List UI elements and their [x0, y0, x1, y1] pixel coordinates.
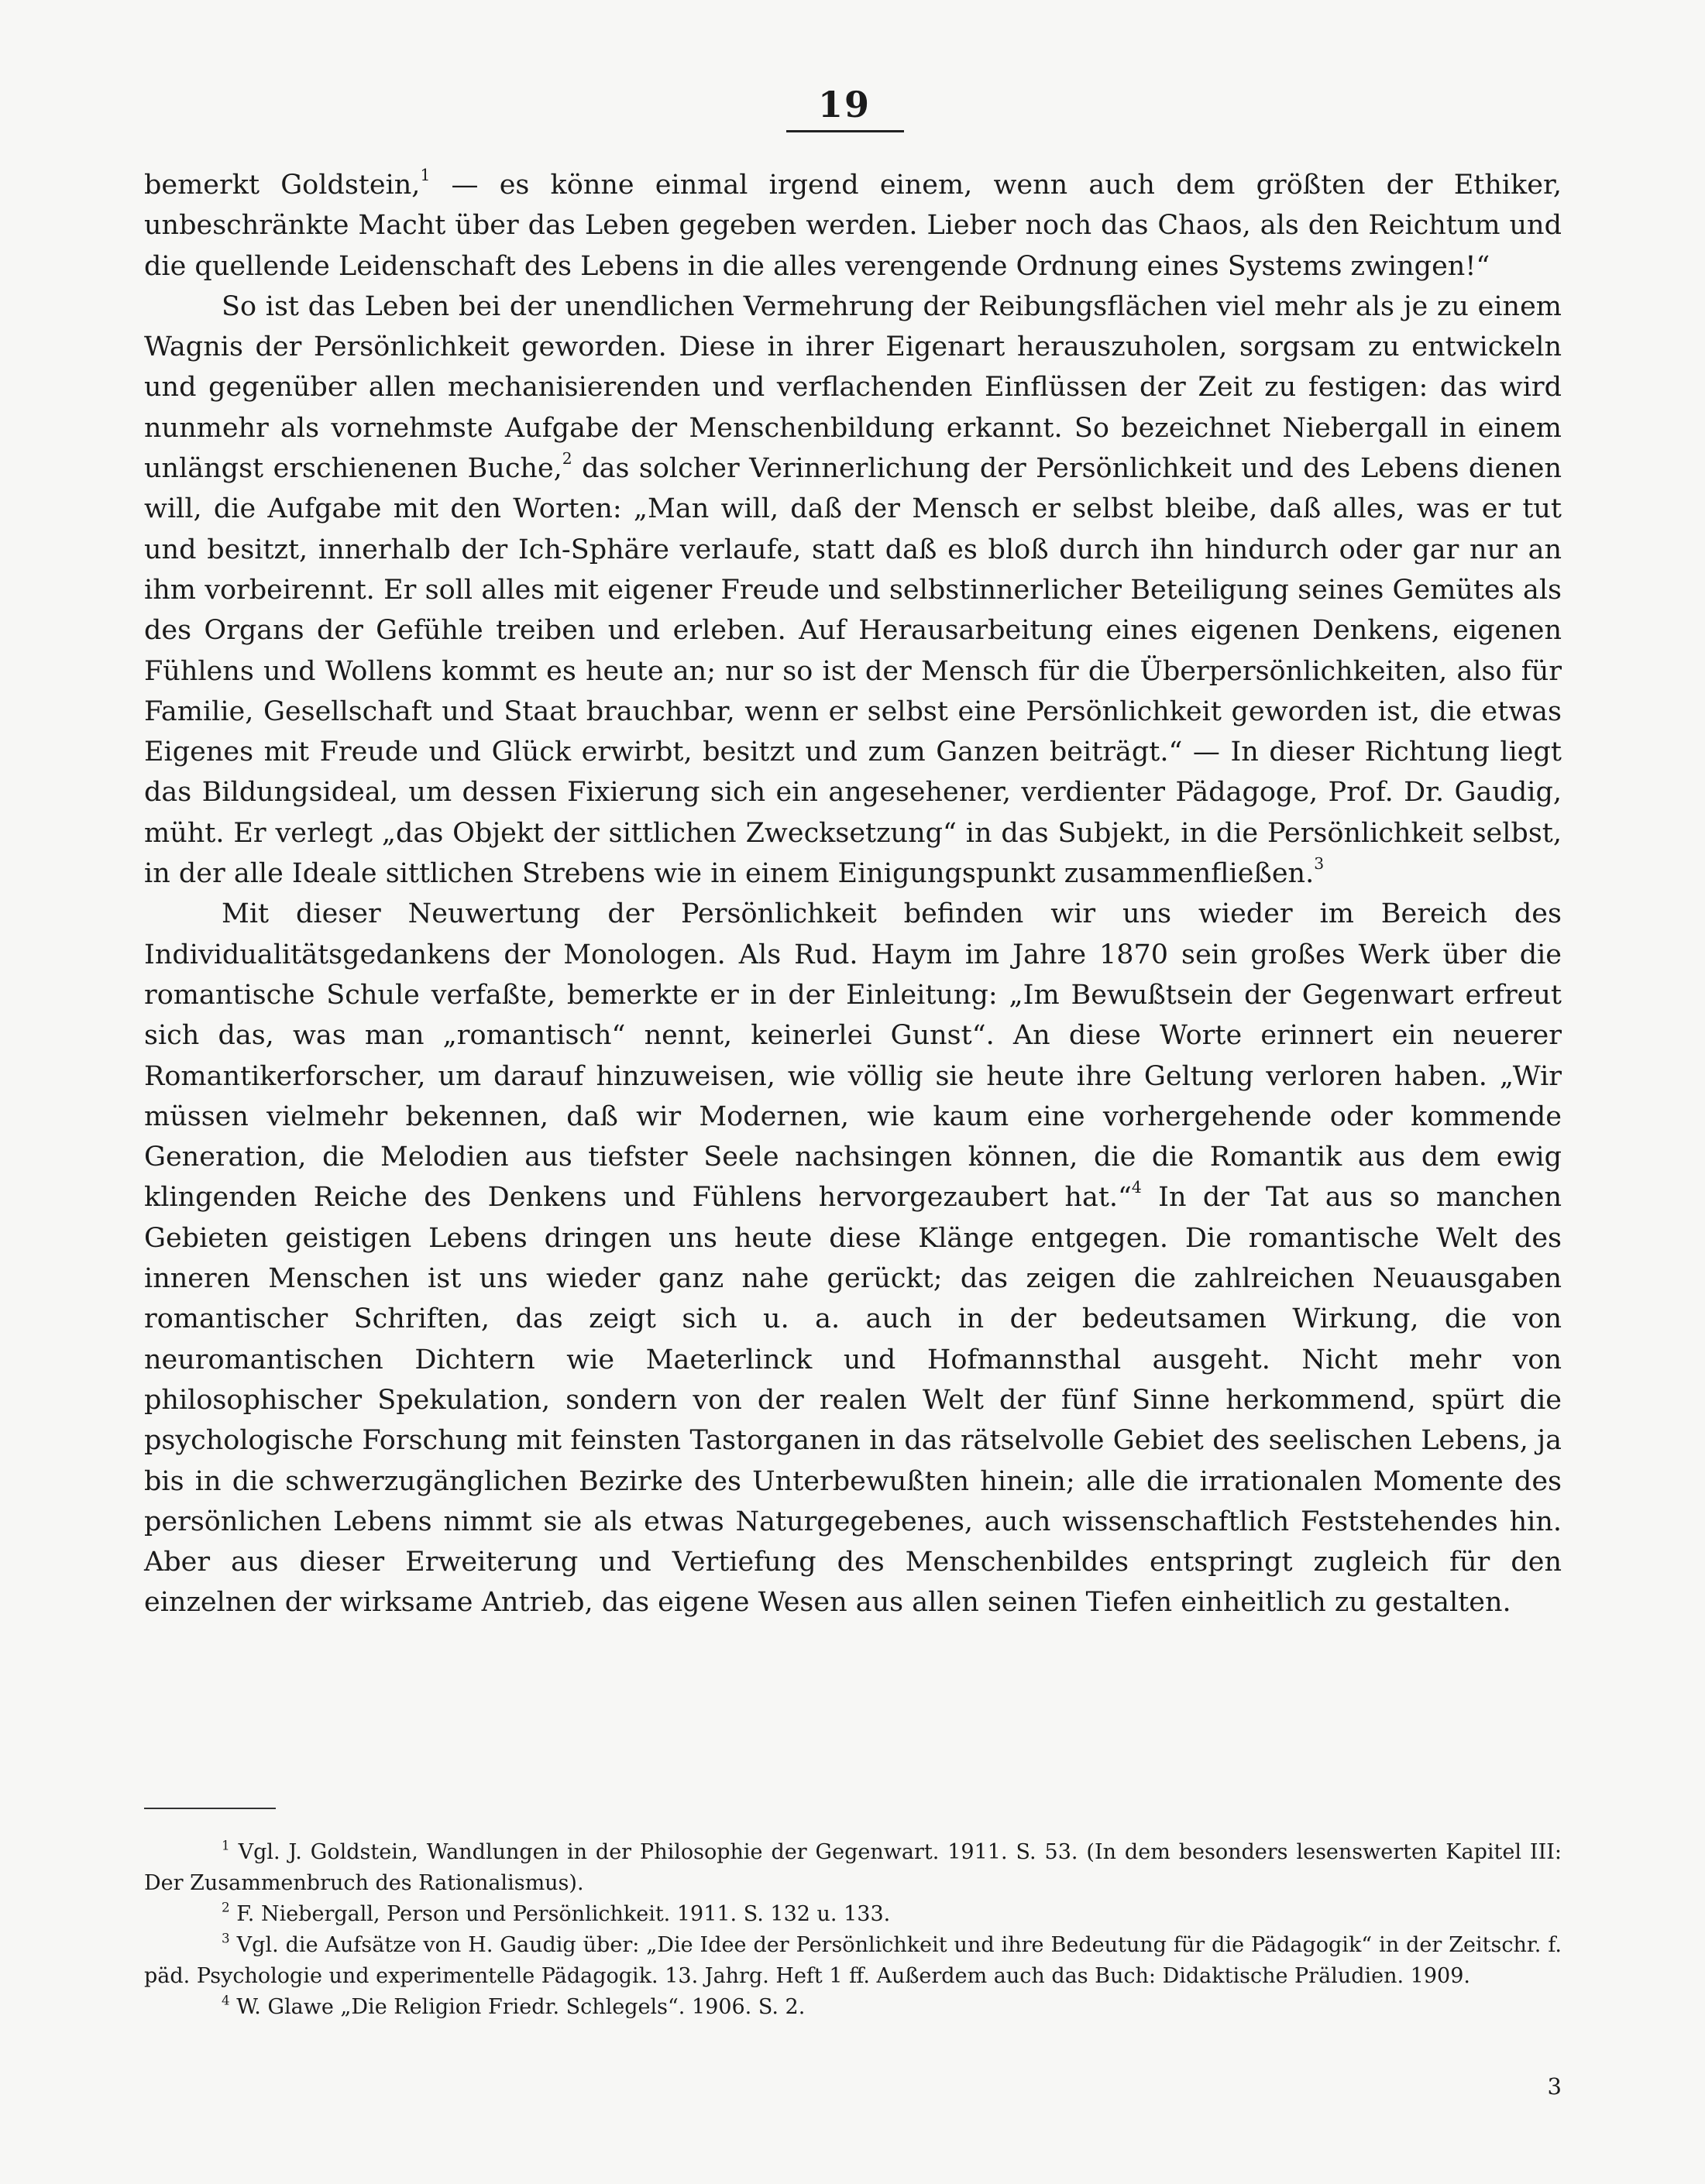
- body-text: [144, 165, 1562, 1623]
- footnote-ref-3: 3: [1314, 853, 1325, 873]
- page-number-bottom: 3: [1547, 2073, 1562, 2100]
- paragraph-2: So ist das Leben bei der unendlichen Vermehrung der Reibungsflächen viel mehr als je zu einem Wagnis der Persönlichkeit geworden. Diese in ihrer Eigenart herauszuholen, sorgsam zu entwickeln und gegenüber allen mechanisierenden und verflachenden Einflüssen der Zeit zu festigen: das wird nunmehr als vornehmste Aufgabe der Menschenbildung erkannt. So bezeichnet Niebergall in einem unlängst erschienenen Buche,$^2$ das solcher Verinnerlichung der Persönlichkeit und des Lebens dienen will, die Aufgabe mit den Worten: „Man will, daß der Mensch er selbst bleibe, daß alles, was er tut und besitzt, innerhalb der Ich-Sphäre verlaufe, statt daß es bloß durch ihn hindurch oder gar nur an ihm vorbeirennt. Er soll alles mit eigener Freude und selbstinnerlicher Beteiligung seines Gemütes als des Organs der Gefühle treiben und erleben. Auf Herausarbeitung eines eigenen Denkens, eigenen Fühlens und Wollens kommt es heute an; nur so ist der Mensch für die Überpersönlichkeiten, also für Familie, Gesellschaft und Staat brauchbar, wenn er selbst eine Persönlichkeit geworden ist, die etwas Eigenes mit Freude und Glück erwirbt, besitzt und zum Ganzen beiträgt.“ — In dieser Richtung liegt das Bildungsideal, um dessen Fixierung sich ein angesehener, verdienter Pädagoge, Prof. Dr. Gaudig, müht. Er verlegt „das Objekt der sittlichen Zwecksetzung“ in das Subjekt, in die Persönlichkeit selbst, in der alle Ideale sittlichen Strebens wie in einem Einigungspunkt zusammenfließen.$^3$: [144, 290, 1562, 890]
- footnote-1: $^1$ Vgl. J. Goldstein, Wandlungen in der Philosophie der Gegenwart. 1911. S. 53. (In dem besonders lesenswerten Kapitel III: Der Zusammenbruch des Rationalismus).: [144, 1837, 1562, 1895]
- paragraph-3: Mit dieser Neuwertung der Persönlichkeit befinden wir uns wieder im Bereich des Individualitätsgedankens der Monologen. Als Rud. Haym im Jahre 1870 sein großes Werk über die romantische Schule verfaßte, bemerkte er in der Einleitung: „Im Bewußtsein der Gegenwart erfreut sich das, was man „romantisch“ nennt, keinerlei Gunst“. An diese Worte erinnert ein neuerer Romantikerforscher, um darauf hinzuweisen, wie völlig sie heute ihre Geltung verloren haben. „Wir müssen vielmehr bekennen, daß wir Modernen, wie kaum eine vorhergehende oder kommende Generation, die Melodien aus tiefster Seele nachsingen können, die die Romantik aus dem ewig klingenden Reiche des Denkens und Fühlens hervorgezaubert hat.“$^4$ In der Tat aus so manchen Gebieten geistigen Lebens dringen uns heute diese Klänge entgegen. Die romantische Welt des inneren Menschen ist uns wieder ganz nahe gerückt; das zeigen die zahlreichen Neuausgaben romantischer Schriften, das zeigt sich u. a. auch in der bedeutsamen Wirkung, die von neuromantischen Dichtern wie Maeterlinck und Hofmannsthal ausgeht. Nicht mehr von philosophischer Spekulation, sondern von der realen Welt der fünf Sinne herkommend, spürt die psychologische Forschung mit feinsten Tastorganen in das rätselvolle Gebiet des seelischen Lebens, ja bis in die schwerzugänglichen Bezirke des Unterbewußten hinein; alle die irrationalen Momente des persönlichen Lebens nimmt sie als etwas Naturgegebenes, auch wissenschaftlich Feststehendes hin. Aber aus dieser Erweiterung und Vertiefung des Menschenbildes entspringt zugleich für den einzelnen der wirksame Antrieb, das eigene Wesen aus allen seinen Tiefen einheitlich zu gestalten.: [144, 898, 1562, 1619]
- footnote-2: $^2$ F. Niebergall, Person und Persönlichkeit. 1911. S. 132 u. 133.: [222, 1899, 891, 1926]
- footnote-3: $^3$ Vgl. die Aufsätze von H. Gaudig über: „Die Idee der Persönlichkeit und ihre Bedeutung für die Pädagogik“ in der Zeitschr. f. päd. Psychologie und experimentelle Pädagogik. 13. Jahrg. Heft 1 ff. Außerdem auch das Buch: Didaktische Präludien. 1909.: [144, 1930, 1562, 1988]
- page-number-top: 19: [817, 84, 871, 125]
- paragraph-1: bemerkt Goldstein,$^1$ — es könne einmal irgend einem, wenn auch dem größten der Ethiker, unbeschränkte Macht über das Leben gegeben werden. Lieber noch das Chaos, als den Reichtum und die quellende Leidenschaft des Lebens in die alles verengende Ordnung eines Systems zwingen!“: [144, 165, 1562, 282]
- footnote-ref-1: 1: [420, 165, 431, 184]
- footnote-ref-4: 4: [1131, 1178, 1142, 1197]
- footnote-4: $^4$ W. Glawe „Die Religion Friedr. Schlegels“. 1906. S. 2.: [222, 1992, 806, 2019]
- footnote-ref-2: 2: [562, 448, 572, 468]
- footnotes: [144, 1837, 1562, 2023]
- footnote-separator: [144, 1808, 276, 1809]
- page-number-rule: [786, 130, 904, 132]
